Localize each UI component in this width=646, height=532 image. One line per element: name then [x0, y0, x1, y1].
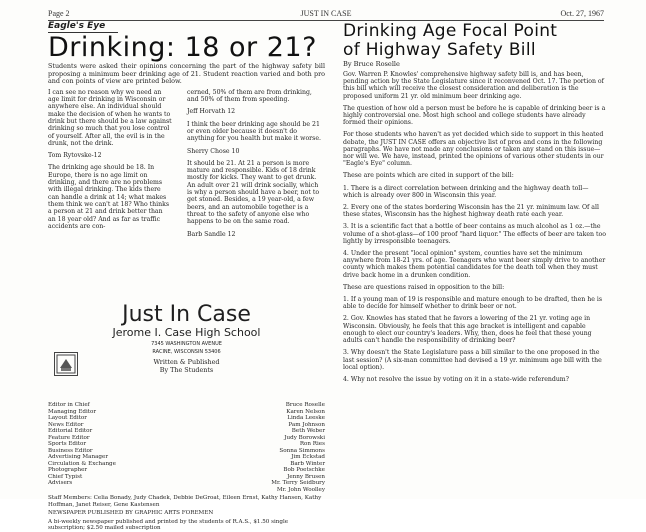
masthead-title: Just In Case: [122, 302, 251, 327]
left-column: [48, 20, 325, 531]
staff-title: Business Editor: [48, 447, 93, 454]
opinion-paragraph: I think the beer drinking age should be 21 or even older because it doesn't do anything for you health but make it worse.: [187, 120, 321, 143]
staff-title: News Editor: [48, 421, 84, 428]
article-paragraph: 3. It is a scientific fact that a bottle of beer contains as much alcohol as 1 oz.—the volume of a shot-glass—of 100 proof "hard liquor." The effects of beer are taken too lightly by irresponsible teenagers.: [343, 223, 606, 245]
staff-printer: NEWSPAPER PUBLISHED BY GRAPHIC ARTS FOREMEN: [48, 510, 214, 516]
article-paragraph: 1. There is a direct correlation between drinking and the highway death toll—which is already over 800 in Wisconsin this year.: [343, 184, 589, 199]
staff-title: Layout Editor: [48, 415, 87, 421]
staff-name: Barb Winter: [290, 460, 325, 467]
staff-sub: A bi-weekly newspaper published and printed by the students of R.A.S., $1.50 single subscription; $2.50 mailed subscription: [48, 518, 289, 531]
right-column: [343, 20, 606, 388]
right-headline-line-1: Drinking Age Focal Point: [343, 21, 558, 41]
article-paragraph: 4. Under the present "local opinion" system, counties have set the minimum anywhere from 18-21 yrs. of age. Teenagers who want beer simply drive to another county which makes them potential candidates for the death toll when they must drive back home in a drunken condition.: [343, 250, 606, 279]
article-paragraph: These are points which are cited in support of the bill:: [343, 172, 514, 180]
opinion-paragraph: I can see no reason why we need an age limit for drinking in Wisconsin or anywhere else. An individual should make the decision of when he wants to drink but there should be a law against drinking so much that you lose control of yourself. After all, the evil is in the drunk, not the drink.: [48, 88, 172, 147]
masthead-written-2: By The Students: [159, 366, 214, 374]
school-seal-icon: [54, 352, 78, 376]
staff-name: Linda Leeske: [287, 415, 325, 421]
article-paragraph: For those students who haven't as yet decided which side to support in this heated debate, the JUST IN CASE offers an objective list of pros and cons in the following paragraphs. We have not made any conclusions or taken any stand on this issue—nor will we. We have, instead, printed the opinions of various other students in our "Eagle's Eye" column.: [343, 131, 604, 168]
opinion-col-a: [48, 89, 172, 235]
staff-name: Jenny Brusen: [287, 473, 325, 480]
staff-name: Bob Poetschke: [283, 467, 325, 473]
masthead-school: Jerome I. Case High School: [112, 326, 261, 339]
staff-title: Advisers: [48, 480, 73, 486]
staff-name: Ron Ries: [299, 441, 325, 447]
staff-box: [48, 402, 325, 532]
article-paragraph: The question of how old a person must be before he is capable of drinking beer is a highly controversial one. Most high school and college students have already formed their opinions.: [343, 104, 606, 127]
staff-title: Managing Editor: [48, 408, 97, 415]
staff-title: Feature Editor: [48, 434, 90, 441]
staff-name: Pam Johnson: [288, 421, 325, 428]
article-paragraph: 3. Why doesn't the State Legislature pass a bill similar to the one proposed in the last session? (A six-man committee had devised a 19 yr. minimum age bill with the local option).: [343, 349, 602, 371]
staff-title: Circulation & Exchange: [48, 460, 116, 467]
staff-title: Photographer: [48, 467, 88, 473]
staff-name: Karen Nelson: [286, 408, 325, 415]
opinion-signature: Barb Sandle 12: [187, 230, 236, 238]
page-number: Page 2: [48, 9, 70, 18]
opinion-paragraph: It should be 21. At 21 a person is more mature and responsible. Kids of 18 drink mostly for kicks. They want to get drunk. An adult over 21 will drink socially, which is why a person should have a beer, not to get stoned. Besides, a 19 year-old, a few beers, and an automobile together is a threat to the safety of anyone else who happens to be on the same road.: [187, 159, 320, 226]
staff-title: Editorial Editor: [48, 428, 93, 434]
opinion-columns: [48, 89, 325, 276]
opinion-paragraph: cerned, 50% of them are from drinking, and 50% of them from speeding.: [187, 88, 312, 104]
masthead-address-1: 7345 WASHINGTON AVENUE: [151, 341, 222, 347]
masthead: [48, 304, 325, 374]
article-paragraph: 2. Gov. Knowles has stated that he favors a lowering of the 21 yr. voting age in Wisconsin. Obviously, he feels that this age bracket is intelligent and capable enough to elect our country's leaders. Why, then, does he feel that these young adults can't handle the responsibility of drinking beer?: [343, 315, 592, 345]
staff-name: Mr. Terry Seidbury: [271, 480, 325, 486]
staff-title: Sports Editor: [48, 441, 87, 447]
masthead-written-1: Written & Published: [153, 358, 220, 366]
opinion-signature: Jeff Horvath 12: [187, 108, 236, 116]
opinion-signature: Sherry Chose 10: [187, 147, 240, 155]
staff-title: Chief Typist: [48, 473, 83, 480]
article-paragraph: 4. Why not resolve the issue by voting on it in a state-wide referendum?: [343, 375, 569, 383]
left-deck: Students were asked their opinions concerning the part of the highway safety bill proposing a minimum beer drinking age of 21. Student reaction varied and both pro and con points of view are printed below.: [48, 62, 325, 86]
staff-name: Beth Weber: [291, 428, 325, 434]
staff-name: Bruce Roselle: [285, 402, 325, 408]
issue-date: Oct. 27, 1967: [560, 9, 604, 18]
staff-title: Editor in Chief: [48, 402, 90, 408]
staff-name: Judy Borowski: [284, 434, 325, 441]
article-paragraph: Gov. Warren P. Knowles' comprehensive highway safety bill is, and has been, pending action by the State Legislature since it reconvened Oct. 17. The portion of this bill which will receive the closest consideration and deliberation is the proposed uniform 21 yr. old minimum beer drinking age.: [343, 71, 604, 100]
article-paragraph: 2. Every one of the states bordering Wisconsin has the 21 yr. minimum law. Of all these states, Wisconsin has the highest highway death rate each year.: [343, 204, 599, 219]
staff-name: Sonna Simmons: [279, 447, 325, 454]
staff-name: Mr. John Woolley: [276, 486, 325, 493]
byline: By Bruce Roselle: [343, 60, 400, 68]
staff-title: Advertising Manager: [48, 454, 108, 460]
article-paragraph: These are questions raised in opposition to the bill:: [343, 283, 505, 291]
masthead-address-2: RACINE, WISCONSIN 53406: [152, 349, 221, 355]
article-paragraph: 1. If a young man of 19 is responsible and mature enough to be drafted, then he is able to decide for himself whether to drink beer or not.: [343, 296, 603, 311]
article-body: [343, 71, 606, 383]
opinion-col-b: [187, 89, 325, 243]
paper-name: JUST IN CASE: [300, 9, 352, 18]
right-headline-line-2: of Highway Safety Bill: [343, 39, 536, 60]
staff-name: Jim Eckstad: [291, 454, 325, 460]
section-label: Eagle's Eye: [48, 20, 118, 33]
opinion-paragraph: The drinking age should be 18. In Europe, there is no age limit on drinking, and there are no problems with illegal drinking. The kids there can handle a drink at 14; what makes them think we can't at 18? Who thinks a person at 21 and drink better than an 18 year old? And as far as traffic accidents are con-: [48, 164, 170, 230]
left-headline: Drinking: 18 or 21?: [48, 32, 317, 63]
staff-row: [48, 487, 325, 494]
opinion-signature: Tom Rytovske-12: [48, 152, 102, 160]
staff-staff-members: Staff Members: Celia Bonady, Judy Chadek, Debbie DeGroat, Eileen Ernst, Kathy Hansen, Kathy Hoffman, Janet Reiser, Gene Kastensen: [48, 495, 322, 508]
